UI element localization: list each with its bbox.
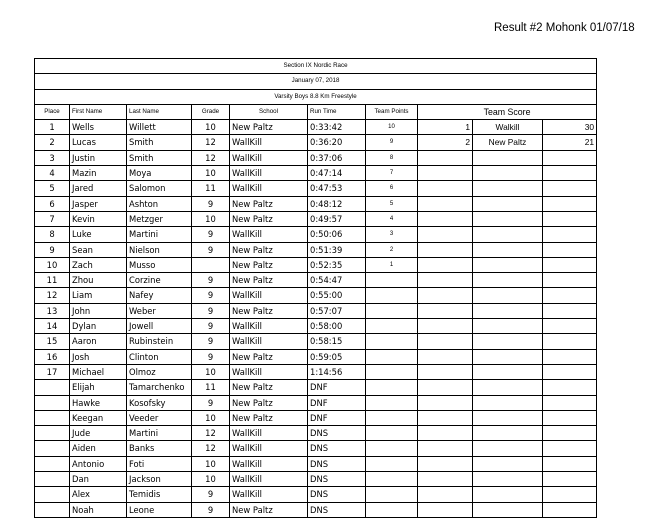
team-points-cell xyxy=(366,349,418,364)
team-score-cell xyxy=(543,334,597,349)
first-name-cell: Mazin xyxy=(70,166,127,181)
last-name-cell: Smith xyxy=(127,135,192,150)
col-header-last-name: Last Name xyxy=(127,104,192,119)
school-cell: WallKill xyxy=(230,426,308,441)
run-time-cell: 0:54:47 xyxy=(308,273,366,288)
col-header-first-name: First Name xyxy=(70,104,127,119)
team-name-cell xyxy=(473,487,543,502)
grade-cell: 9 xyxy=(192,227,230,242)
place-cell: 16 xyxy=(35,349,70,364)
last-name-cell: Banks xyxy=(127,441,192,456)
team-points-cell xyxy=(366,334,418,349)
col-header-school: School xyxy=(230,104,308,119)
last-name-cell: Moya xyxy=(127,166,192,181)
team-rank-cell xyxy=(418,242,473,257)
first-name-cell: Aiden xyxy=(70,441,127,456)
team-rank-cell xyxy=(418,456,473,471)
team-points-cell xyxy=(366,502,418,517)
first-name-cell: Wells xyxy=(70,120,127,135)
last-name-cell: Corzine xyxy=(127,273,192,288)
school-cell: New Paltz xyxy=(230,196,308,211)
team-rank-cell xyxy=(418,395,473,410)
team-rank-cell xyxy=(418,349,473,364)
school-cell: WallKill xyxy=(230,150,308,165)
run-time-cell: 0:50:06 xyxy=(308,227,366,242)
first-name-cell: Sean xyxy=(70,242,127,257)
first-name-cell: Josh xyxy=(70,349,127,364)
table-row xyxy=(35,135,597,150)
school-cell: New Paltz xyxy=(230,349,308,364)
team-score-cell xyxy=(543,364,597,379)
team-name-cell xyxy=(473,334,543,349)
first-name-cell: Aaron xyxy=(70,334,127,349)
run-time-cell: 0:49:57 xyxy=(308,211,366,226)
team-rank-cell xyxy=(418,196,473,211)
team-score-cell: 21 xyxy=(543,135,597,150)
team-name-cell xyxy=(473,349,543,364)
table-row xyxy=(35,120,597,135)
team-score-cell xyxy=(543,502,597,517)
team-rank-cell xyxy=(418,502,473,517)
col-header-grade: Grade xyxy=(192,104,230,119)
team-name-cell xyxy=(473,456,543,471)
school-cell: New Paltz xyxy=(230,273,308,288)
last-name-cell: Leone xyxy=(127,502,192,517)
last-name-cell: Musso xyxy=(127,257,192,272)
grade-cell: 9 xyxy=(192,334,230,349)
team-name-cell xyxy=(473,426,543,441)
team-score-cell xyxy=(543,441,597,456)
grade-cell: 10 xyxy=(192,410,230,425)
run-time-cell: 0:36:20 xyxy=(308,135,366,150)
team-score-cell xyxy=(543,257,597,272)
run-time-cell: 0:47:53 xyxy=(308,181,366,196)
team-name-cell xyxy=(473,150,543,165)
team-score-cell xyxy=(543,242,597,257)
first-name-cell: Zhou xyxy=(70,273,127,288)
grade-cell: 10 xyxy=(192,364,230,379)
grade-cell: 9 xyxy=(192,349,230,364)
team-name-cell xyxy=(473,472,543,487)
place-cell: 6 xyxy=(35,196,70,211)
school-cell: New Paltz xyxy=(230,380,308,395)
team-name-cell xyxy=(473,319,543,334)
team-points-cell xyxy=(366,273,418,288)
team-name-cell xyxy=(473,273,543,288)
grade-cell: 9 xyxy=(192,273,230,288)
grade-cell: 11 xyxy=(192,181,230,196)
team-name-cell xyxy=(473,410,543,425)
last-name-cell: Kosofsky xyxy=(127,395,192,410)
last-name-cell: Veeder xyxy=(127,410,192,425)
run-time-cell: 0:57:07 xyxy=(308,303,366,318)
school-cell: New Paltz xyxy=(230,303,308,318)
team-rank-cell xyxy=(418,487,473,502)
team-points-cell xyxy=(366,288,418,303)
table-row xyxy=(35,319,597,334)
last-name-cell: Metzger xyxy=(127,211,192,226)
place-cell xyxy=(35,487,70,502)
team-rank-cell xyxy=(418,364,473,379)
run-time-cell: 0:37:06 xyxy=(308,150,366,165)
run-time-cell: 0:33:42 xyxy=(308,120,366,135)
team-score-cell xyxy=(543,380,597,395)
grade-cell: 9 xyxy=(192,487,230,502)
table-row xyxy=(35,334,597,349)
school-cell: New Paltz xyxy=(230,502,308,517)
school-cell: WallKill xyxy=(230,441,308,456)
col-header-run-time: Run Time xyxy=(308,104,366,119)
team-points-cell: 8 xyxy=(366,150,418,165)
place-cell: 13 xyxy=(35,303,70,318)
team-rank-cell xyxy=(418,472,473,487)
last-name-cell: Jackson xyxy=(127,472,192,487)
place-cell: 5 xyxy=(35,181,70,196)
team-points-cell xyxy=(366,319,418,334)
school-cell: WallKill xyxy=(230,181,308,196)
school-cell: WallKill xyxy=(230,472,308,487)
table-row xyxy=(35,211,597,226)
last-name-cell: Willett xyxy=(127,120,192,135)
team-name-cell xyxy=(473,288,543,303)
col-header-team-points: Team Points xyxy=(366,104,418,119)
place-cell: 2 xyxy=(35,135,70,150)
last-name-cell: Ashton xyxy=(127,196,192,211)
grade-cell: 9 xyxy=(192,288,230,303)
first-name-cell: John xyxy=(70,303,127,318)
last-name-cell: Nielson xyxy=(127,242,192,257)
team-rank-cell xyxy=(418,426,473,441)
first-name-cell: Dylan xyxy=(70,319,127,334)
grade-cell: 9 xyxy=(192,395,230,410)
first-name-cell: Jared xyxy=(70,181,127,196)
grade-cell: 10 xyxy=(192,211,230,226)
grade-cell: 12 xyxy=(192,150,230,165)
run-time-cell: DNS xyxy=(308,441,366,456)
first-name-cell: Antonio xyxy=(70,456,127,471)
run-time-cell: DNS xyxy=(308,426,366,441)
team-points-cell xyxy=(366,380,418,395)
run-time-cell: DNS xyxy=(308,456,366,471)
last-name-cell: Jowell xyxy=(127,319,192,334)
team-points-cell xyxy=(366,410,418,425)
grade-cell: 10 xyxy=(192,472,230,487)
team-rank-cell xyxy=(418,334,473,349)
team-rank-cell xyxy=(418,150,473,165)
run-time-cell: DNF xyxy=(308,410,366,425)
team-name-cell: Walkill xyxy=(473,120,543,135)
team-score-cell xyxy=(543,227,597,242)
first-name-cell: Luke xyxy=(70,227,127,242)
table-row xyxy=(35,273,597,288)
team-rank-cell xyxy=(418,227,473,242)
first-name-cell: Keegan xyxy=(70,410,127,425)
header-line-3: Varsity Boys 8.8 Km Freestyle xyxy=(35,89,597,104)
team-points-cell xyxy=(366,426,418,441)
grade-cell: 9 xyxy=(192,303,230,318)
table-row xyxy=(35,502,597,517)
team-score-cell xyxy=(543,273,597,288)
place-cell: 10 xyxy=(35,257,70,272)
team-rank-cell xyxy=(418,166,473,181)
first-name-cell: Jude xyxy=(70,426,127,441)
school-cell: New Paltz xyxy=(230,410,308,425)
team-points-cell xyxy=(366,487,418,502)
team-score-cell xyxy=(543,349,597,364)
place-cell xyxy=(35,472,70,487)
last-name-cell: Olmoz xyxy=(127,364,192,379)
team-score-cell xyxy=(543,211,597,226)
run-time-cell: 0:55:00 xyxy=(308,288,366,303)
place-cell: 11 xyxy=(35,273,70,288)
grade-cell: 12 xyxy=(192,135,230,150)
first-name-cell: Alex xyxy=(70,487,127,502)
team-rank-cell xyxy=(418,211,473,226)
place-cell: 7 xyxy=(35,211,70,226)
school-cell: New Paltz xyxy=(230,395,308,410)
school-cell: WallKill xyxy=(230,135,308,150)
team-score-cell xyxy=(543,303,597,318)
col-header-place: Place xyxy=(35,104,70,119)
run-time-cell: 0:47:14 xyxy=(308,166,366,181)
table-row xyxy=(35,410,597,425)
team-rank-cell xyxy=(418,303,473,318)
team-rank-cell xyxy=(418,273,473,288)
team-score-cell xyxy=(543,426,597,441)
first-name-cell: Noah xyxy=(70,502,127,517)
last-name-cell: Rubinstein xyxy=(127,334,192,349)
team-rank-cell: 1 xyxy=(418,120,473,135)
grade-cell: 12 xyxy=(192,441,230,456)
school-cell: New Paltz xyxy=(230,211,308,226)
run-time-cell: DNS xyxy=(308,502,366,517)
grade-cell xyxy=(192,257,230,272)
first-name-cell: Lucas xyxy=(70,135,127,150)
team-name-cell xyxy=(473,242,543,257)
place-cell xyxy=(35,426,70,441)
table-row xyxy=(35,227,597,242)
first-name-cell: Hawke xyxy=(70,395,127,410)
first-name-cell: Jasper xyxy=(70,196,127,211)
place-cell xyxy=(35,395,70,410)
place-cell: 15 xyxy=(35,334,70,349)
place-cell: 3 xyxy=(35,150,70,165)
team-rank-cell xyxy=(418,380,473,395)
school-cell: WallKill xyxy=(230,166,308,181)
last-name-cell: Clinton xyxy=(127,349,192,364)
col-header-team-score: Team Score xyxy=(418,104,597,119)
grade-cell: 11 xyxy=(192,380,230,395)
last-name-cell: Temidis xyxy=(127,487,192,502)
place-cell: 12 xyxy=(35,288,70,303)
team-score-cell: 30 xyxy=(543,120,597,135)
team-score-cell xyxy=(543,288,597,303)
team-name-cell xyxy=(473,364,543,379)
team-score-cell xyxy=(543,456,597,471)
last-name-cell: Martini xyxy=(127,426,192,441)
place-cell: 1 xyxy=(35,120,70,135)
table-row xyxy=(35,257,597,272)
run-time-cell: 0:48:12 xyxy=(308,196,366,211)
table-row xyxy=(35,242,597,257)
last-name-cell: Nafey xyxy=(127,288,192,303)
team-name-cell xyxy=(473,257,543,272)
school-cell: New Paltz xyxy=(230,242,308,257)
run-time-cell: DNF xyxy=(308,380,366,395)
team-name-cell xyxy=(473,380,543,395)
last-name-cell: Tamarchenko xyxy=(127,380,192,395)
team-score-cell xyxy=(543,472,597,487)
table-row xyxy=(35,456,597,471)
team-name-cell xyxy=(473,441,543,456)
place-cell xyxy=(35,380,70,395)
school-cell: WallKill xyxy=(230,227,308,242)
table-row xyxy=(35,487,597,502)
place-cell xyxy=(35,502,70,517)
table-row xyxy=(35,150,597,165)
place-cell: 4 xyxy=(35,166,70,181)
last-name-cell: Weber xyxy=(127,303,192,318)
team-points-cell xyxy=(366,472,418,487)
grade-cell: 9 xyxy=(192,319,230,334)
run-time-cell: 1:14:56 xyxy=(308,364,366,379)
team-name-cell xyxy=(473,303,543,318)
grade-cell: 9 xyxy=(192,196,230,211)
run-time-cell: DNS xyxy=(308,472,366,487)
place-cell: 8 xyxy=(35,227,70,242)
team-points-cell xyxy=(366,364,418,379)
table-row xyxy=(35,166,597,181)
team-name-cell xyxy=(473,196,543,211)
first-name-cell: Kevin xyxy=(70,211,127,226)
first-name-cell: Zach xyxy=(70,257,127,272)
table-row xyxy=(35,426,597,441)
run-time-cell: 0:59:05 xyxy=(308,349,366,364)
first-name-cell: Dan xyxy=(70,472,127,487)
team-points-cell: 10 xyxy=(366,120,418,135)
team-score-cell xyxy=(543,150,597,165)
team-score-cell xyxy=(543,196,597,211)
last-name-cell: Salomon xyxy=(127,181,192,196)
team-score-cell xyxy=(543,487,597,502)
school-cell: WallKill xyxy=(230,456,308,471)
school-cell: New Paltz xyxy=(230,257,308,272)
team-rank-cell xyxy=(418,257,473,272)
school-cell: WallKill xyxy=(230,364,308,379)
grade-cell: 10 xyxy=(192,456,230,471)
team-name-cell xyxy=(473,227,543,242)
team-rank-cell xyxy=(418,441,473,456)
last-name-cell: Foti xyxy=(127,456,192,471)
team-points-cell: 9 xyxy=(366,135,418,150)
team-points-cell xyxy=(366,303,418,318)
team-points-cell xyxy=(366,441,418,456)
table-row xyxy=(35,441,597,456)
school-cell: WallKill xyxy=(230,487,308,502)
team-points-cell: 5 xyxy=(366,196,418,211)
table-row xyxy=(35,380,597,395)
results-table xyxy=(34,58,597,518)
last-name-cell: Martini xyxy=(127,227,192,242)
team-rank-cell xyxy=(418,319,473,334)
team-name-cell xyxy=(473,166,543,181)
team-rank-cell xyxy=(418,181,473,196)
table-row xyxy=(35,395,597,410)
team-points-cell: 3 xyxy=(366,227,418,242)
table-row xyxy=(35,288,597,303)
place-cell xyxy=(35,456,70,471)
result-title: Result #2 Mohonk 01/07/18 xyxy=(494,22,635,34)
header-line-1: Section IX Nordic Race xyxy=(35,59,597,74)
team-score-cell xyxy=(543,319,597,334)
table-row xyxy=(35,196,597,211)
header-line-2: January 07, 2018 xyxy=(35,74,597,89)
team-name-cell xyxy=(473,211,543,226)
run-time-cell: DNS xyxy=(308,487,366,502)
grade-cell: 9 xyxy=(192,502,230,517)
place-cell: 9 xyxy=(35,242,70,257)
table-row xyxy=(35,364,597,379)
team-points-cell: 2 xyxy=(366,242,418,257)
team-rank-cell: 2 xyxy=(418,135,473,150)
run-time-cell: 0:52:35 xyxy=(308,257,366,272)
team-name-cell xyxy=(473,181,543,196)
place-cell: 14 xyxy=(35,319,70,334)
run-time-cell: DNF xyxy=(308,395,366,410)
school-cell: WallKill xyxy=(230,334,308,349)
table-row xyxy=(35,472,597,487)
first-name-cell: Elijah xyxy=(70,380,127,395)
team-name-cell xyxy=(473,502,543,517)
place-cell xyxy=(35,441,70,456)
team-score-cell xyxy=(543,181,597,196)
grade-cell: 9 xyxy=(192,242,230,257)
school-cell: WallKill xyxy=(230,288,308,303)
team-points-cell: 4 xyxy=(366,211,418,226)
run-time-cell: 0:51:39 xyxy=(308,242,366,257)
school-cell: WallKill xyxy=(230,319,308,334)
team-points-cell: 7 xyxy=(366,166,418,181)
grade-cell: 10 xyxy=(192,120,230,135)
team-rank-cell xyxy=(418,288,473,303)
grade-cell: 12 xyxy=(192,426,230,441)
team-score-cell xyxy=(543,410,597,425)
run-time-cell: 0:58:00 xyxy=(308,319,366,334)
team-points-cell xyxy=(366,456,418,471)
team-points-cell: 1 xyxy=(366,257,418,272)
team-name-cell xyxy=(473,395,543,410)
team-points-cell xyxy=(366,395,418,410)
first-name-cell: Liam xyxy=(70,288,127,303)
table-row xyxy=(35,303,597,318)
team-points-cell: 6 xyxy=(366,181,418,196)
table-row xyxy=(35,349,597,364)
run-time-cell: 0:58:15 xyxy=(308,334,366,349)
team-rank-cell xyxy=(418,410,473,425)
place-cell: 17 xyxy=(35,364,70,379)
school-cell: New Paltz xyxy=(230,120,308,135)
last-name-cell: Smith xyxy=(127,150,192,165)
grade-cell: 10 xyxy=(192,166,230,181)
first-name-cell: Justin xyxy=(70,150,127,165)
team-score-cell xyxy=(543,395,597,410)
team-score-cell xyxy=(543,166,597,181)
table-row xyxy=(35,181,597,196)
first-name-cell: Michael xyxy=(70,364,127,379)
place-cell xyxy=(35,410,70,425)
team-name-cell: New Paltz xyxy=(473,135,543,150)
